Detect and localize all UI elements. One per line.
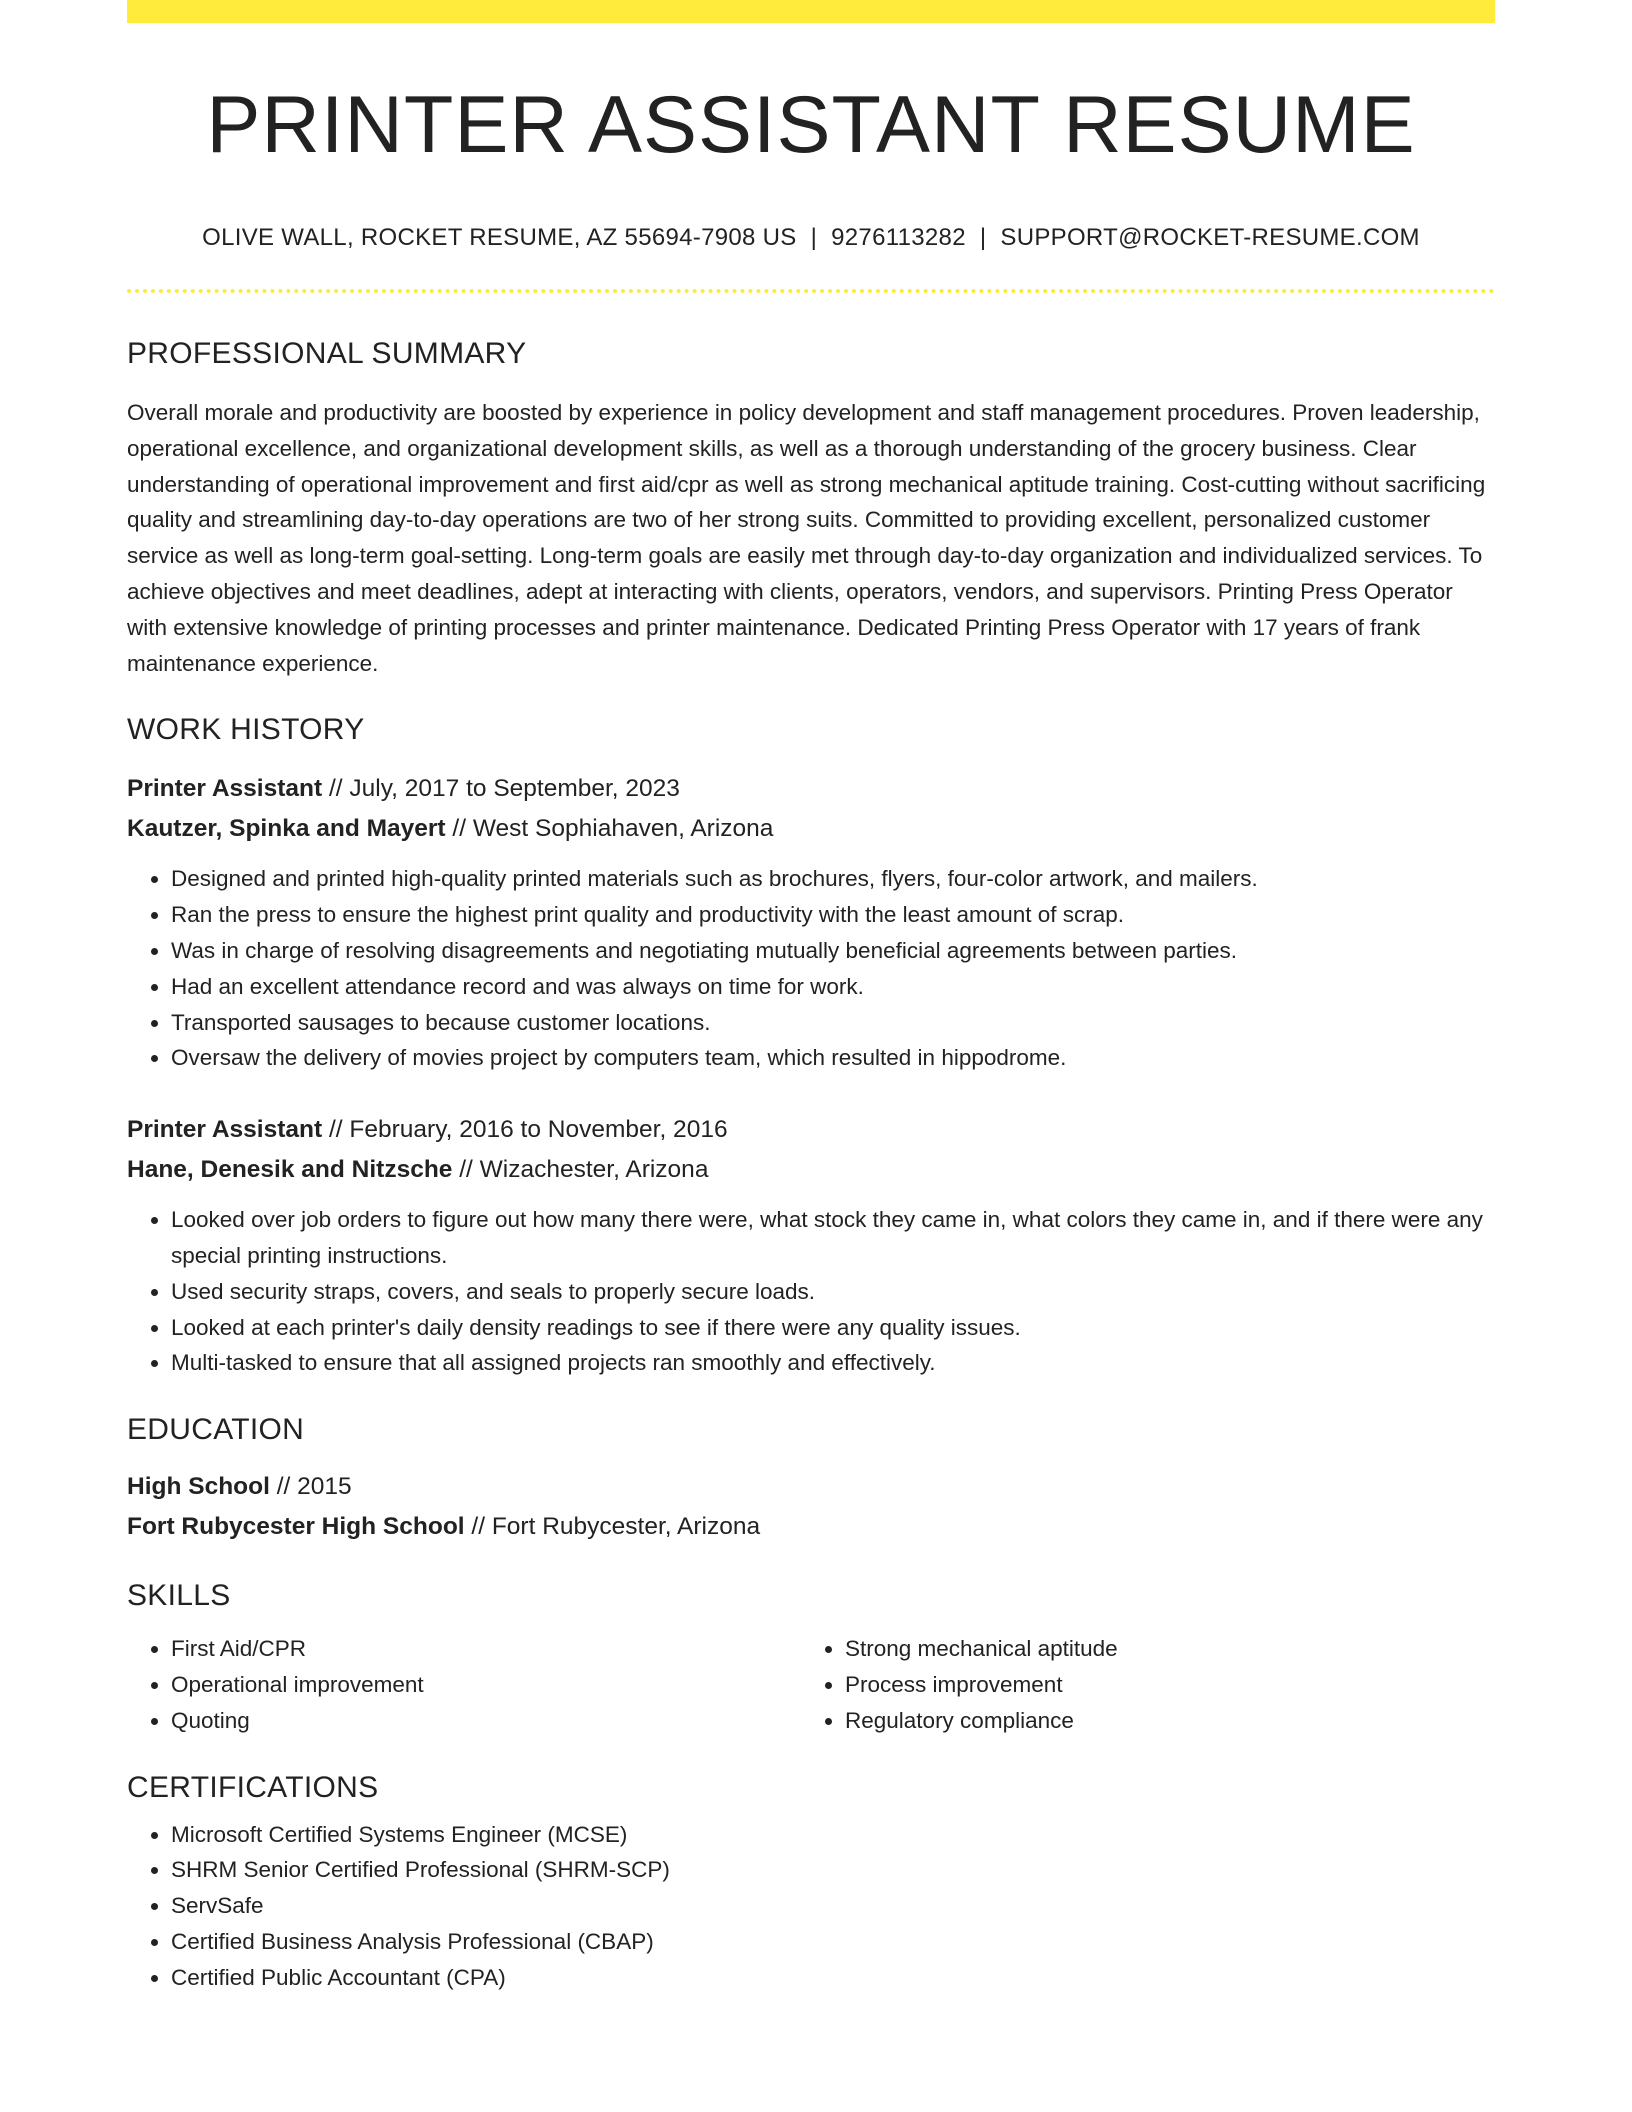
resume-content <box>127 0 1495 1996</box>
certifications-list <box>127 1817 1495 1996</box>
contact-separator: | <box>979 224 987 252</box>
job-bullets <box>127 1202 1495 1381</box>
job-dates: July, 2017 to September, 2023 <box>349 775 680 803</box>
resume-title: PRINTER ASSISTANT RESUME <box>206 80 1416 170</box>
education-degree-line <box>127 1467 1495 1507</box>
education-separator: // <box>471 1513 486 1541</box>
contact-separator: | <box>810 224 818 252</box>
education-separator: // <box>276 1473 291 1501</box>
list-item: • Oversaw the delivery of movies project by computers team, which resulted in hippodrome. <box>171 1040 1495 1076</box>
job-company: Kautzer, Spinka and Mayert <box>127 815 446 843</box>
job-entry <box>127 769 1495 1076</box>
job-company-line <box>127 809 1495 849</box>
job-entry <box>127 1110 1495 1381</box>
dotted-divider <box>127 289 1495 293</box>
list-item: • First Aid/CPR <box>171 1631 801 1667</box>
list-item: • Multi-tasked to ensure that all assigned projects ran smoothly and effectively. <box>171 1345 1495 1381</box>
list-item: • Looked over job orders to figure out how many there were, what stock they came in, what colors they came in, and if there were any special printing instructions. <box>171 1202 1495 1274</box>
job-separator: // <box>452 815 467 843</box>
job-title: Printer Assistant <box>127 1116 323 1144</box>
skills-list-left <box>127 1631 801 1738</box>
list-item: • SHRM Senior Certified Professional (SHRM-SCP) <box>171 1852 1495 1888</box>
list-item: • Operational improvement <box>171 1667 801 1703</box>
work-history-section <box>127 713 1495 1381</box>
contact-email: SUPPORT@ROCKET-RESUME.COM <box>1000 224 1420 252</box>
list-item: • Had an excellent attendance record and was always on time for work. <box>171 969 1495 1005</box>
list-item: • Used security straps, covers, and seals to properly secure loads. <box>171 1274 1495 1310</box>
list-item: • Regulatory compliance <box>845 1703 1475 1739</box>
job-company: Hane, Denesik and Nitzsche <box>127 1156 453 1184</box>
skills-section <box>127 1579 1495 1738</box>
list-item: • Quoting <box>171 1703 801 1739</box>
list-item: • Certified Business Analysis Professional (CBAP) <box>171 1924 1495 1960</box>
list-item: • Strong mechanical aptitude <box>845 1631 1475 1667</box>
summary-section <box>127 337 1495 681</box>
job-title: Printer Assistant <box>127 775 323 803</box>
education-year: 2015 <box>297 1473 352 1501</box>
job-dates: February, 2016 to November, 2016 <box>349 1116 728 1144</box>
list-item: • Process improvement <box>845 1667 1475 1703</box>
education-entry <box>127 1467 1495 1547</box>
education-degree: High School <box>127 1473 270 1501</box>
job-separator: // <box>328 775 343 803</box>
contact-address: OLIVE WALL, ROCKET RESUME, AZ 55694-7908 US <box>202 224 797 252</box>
list-item: • Ran the press to ensure the highest print quality and productivity with the least amount of scrap. <box>171 897 1495 933</box>
job-company-line <box>127 1150 1495 1190</box>
education-location: Fort Rubycester, Arizona <box>491 1513 761 1541</box>
list-item: • Was in charge of resolving disagreements and negotiating mutually beneficial agreements between parties. <box>171 933 1495 969</box>
job-bullets <box>127 861 1495 1076</box>
job-title-line <box>127 1110 1495 1150</box>
job-separator: // <box>459 1156 473 1184</box>
job-title-line <box>127 769 1495 809</box>
education-section <box>127 1413 1495 1547</box>
list-item: • Certified Public Accountant (CPA) <box>171 1960 1495 1996</box>
education-school-line <box>127 1507 1495 1547</box>
skills-heading: SKILLS <box>127 1579 231 1613</box>
education-heading: EDUCATION <box>127 1413 305 1447</box>
education-school: Fort Rubycester High School <box>127 1513 465 1541</box>
top-accent-bar <box>127 0 1495 23</box>
list-item: • ServSafe <box>171 1888 1495 1924</box>
skills-list-right <box>801 1631 1475 1738</box>
work-history-heading: WORK HISTORY <box>127 713 365 747</box>
job-separator: // <box>328 1116 343 1144</box>
list-item: • Transported sausages to because customer locations. <box>171 1005 1495 1041</box>
contact-line <box>127 224 1495 252</box>
contact-phone: 9276113282 <box>831 224 966 252</box>
list-item: • Microsoft Certified Systems Engineer (MCSE) <box>171 1817 1495 1853</box>
summary-heading: PROFESSIONAL SUMMARY <box>127 337 527 371</box>
summary-text: Overall morale and productivity are boosted by experience in policy development and staff management procedures. Proven leadership, operational excellence, and organizational development skills, as well as a thorough understanding of the grocery business. Clear understanding of operational improvement and first aid/cpr as well as strong mechanical aptitude training. Cost-cutting without sacrificing quality and streamlining day-to-day operations are two of her strong suits. Committed to providing excellent, personalized customer service as well as long-term goal-setting. Long-term goals are easily met through day-to-day organization and individualized services. To achieve objectives and meet deadlines, adept at interacting with clients, operators, vendors, and supervisors. Printing Press Operator with extensive knowledge of printing processes and printer maintenance. Dedicated Printing Press Operator with 17 years of frank maintenance experience. <box>127 400 1486 676</box>
job-location: West Sophiahaven, Arizona <box>472 815 774 843</box>
job-location: Wizachester, Arizona <box>479 1156 709 1184</box>
certifications-heading: CERTIFICATIONS <box>127 1770 379 1804</box>
list-item: • Designed and printed high-quality printed materials such as brochures, flyers, four-color artwork, and mailers. <box>171 861 1495 897</box>
skills-grid <box>127 1631 1495 1738</box>
certifications-section <box>127 1771 1495 1996</box>
list-item: • Looked at each printer's daily density readings to see if there were any quality issues. <box>171 1310 1495 1346</box>
